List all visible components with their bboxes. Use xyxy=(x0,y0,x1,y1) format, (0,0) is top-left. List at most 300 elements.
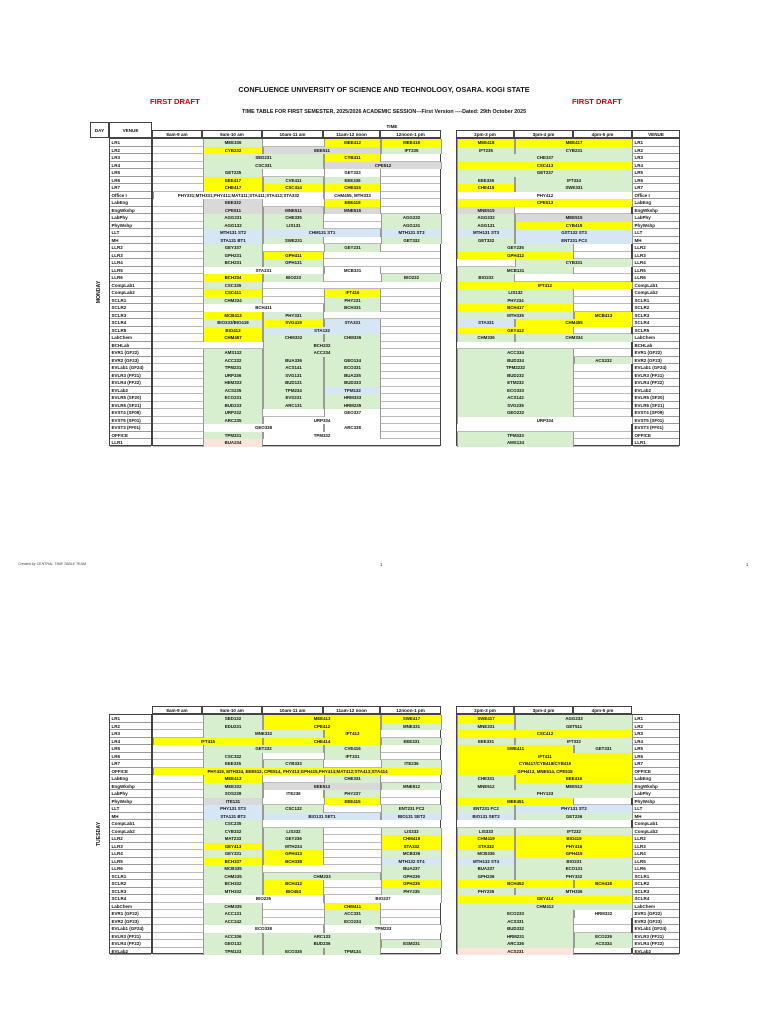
course-cell[interactable]: CHM412 xyxy=(457,903,633,911)
course-cell[interactable]: CSC335 xyxy=(203,282,263,290)
course-cell[interactable]: GET236 xyxy=(515,813,633,821)
course-cell[interactable]: CPE513 xyxy=(457,199,633,207)
course-cell[interactable]: CSC235 xyxy=(203,820,263,828)
venue-cell: LabChem xyxy=(633,903,679,911)
course-cell[interactable]: PHY416 xyxy=(515,843,633,851)
course-cell[interactable]: ECO233 xyxy=(457,910,574,918)
course-cell[interactable]: CSC411 xyxy=(203,289,263,297)
course-cell[interactable]: LIS333 xyxy=(381,828,442,836)
course-cell[interactable]: CVE416 xyxy=(324,745,381,753)
venue-cell: LLT xyxy=(110,805,151,813)
course-cell[interactable]: CSC412 xyxy=(457,730,633,738)
course-cell[interactable]: CYB417/CYB418/CYB419 xyxy=(457,760,633,768)
course-cell[interactable]: BCH411 xyxy=(203,304,324,312)
course-cell[interactable]: TPM333 xyxy=(457,432,574,440)
course-cell[interactable]: SVG131 xyxy=(263,372,324,380)
course-cell[interactable]: MTH332 xyxy=(203,888,263,896)
course-cell[interactable]: EEE418 xyxy=(324,199,381,207)
course-cell[interactable]: MEE512 xyxy=(515,783,633,791)
course-cell[interactable]: MTH131 ST3 xyxy=(381,229,442,237)
course-cell[interactable]: GPH413, MNE514, CPE515 xyxy=(457,768,633,776)
course-cell[interactable]: MCB131 xyxy=(457,267,574,275)
course-cell[interactable]: IFT416 xyxy=(324,289,381,297)
course-cell[interactable]: BCH452 xyxy=(457,880,574,888)
course-cell[interactable]: BCH231 xyxy=(203,259,263,267)
course-cell[interactable]: CHE331 xyxy=(324,775,381,783)
course-cell[interactable]: CPE512 xyxy=(324,162,442,170)
course-cell[interactable]: IFT415 xyxy=(153,738,263,746)
course-cell[interactable]: ITE131 xyxy=(203,798,263,806)
course-cell[interactable]: BIO232 xyxy=(457,274,515,282)
venue-cell: SCLR5 xyxy=(110,327,151,335)
course-cell[interactable]: PHY235 xyxy=(457,888,515,896)
course-cell[interactable]: MNE332 xyxy=(203,730,324,738)
course-cell[interactable]: BUD233 xyxy=(203,402,263,410)
course-cell[interactable]: ARC131 xyxy=(263,402,324,410)
course-cell[interactable]: GEY236 xyxy=(263,835,324,843)
course-cell[interactable]: BUA234 xyxy=(203,439,263,447)
course-cell[interactable]: BCH331 xyxy=(324,304,381,312)
course-cell[interactable]: ACS142 xyxy=(457,394,574,402)
course-cell[interactable]: STA131 BT2 xyxy=(203,813,263,821)
course-cell[interactable]: MEE515 xyxy=(515,214,633,222)
course-cell[interactable]: MEE413 xyxy=(203,775,263,783)
course-cell[interactable]: CHM411 xyxy=(324,903,381,911)
venue-cell: LLR6 xyxy=(110,274,151,282)
course-cell[interactable]: MNE512 xyxy=(381,783,442,791)
course-cell[interactable]: STA332 xyxy=(457,843,515,851)
course-cell[interactable]: BIO235 xyxy=(203,895,324,903)
course-cell[interactable]: BUD131 xyxy=(263,379,324,387)
venue-cell: LLR6 xyxy=(633,865,679,873)
course-cell[interactable]: BUD332 xyxy=(457,925,574,933)
course-cell[interactable]: SED132 xyxy=(203,715,263,723)
venue-cell: EVLab2 xyxy=(633,948,679,956)
course-cell[interactable]: GEO337 xyxy=(324,409,381,417)
course-cell[interactable]: EDU231 xyxy=(203,723,263,731)
course-cell[interactable]: MCB336 xyxy=(381,850,442,858)
course-cell[interactable]: CYB231 xyxy=(515,147,633,155)
course-cell[interactable]: ENT231 FC3 xyxy=(515,237,633,245)
course-cell[interactable]: MEE336 xyxy=(203,139,263,147)
course-cell[interactable]: PHY237 xyxy=(324,790,381,798)
course-cell[interactable]: STA331 xyxy=(457,319,515,327)
course-cell[interactable]: STA331 xyxy=(324,319,381,327)
course-cell[interactable]: ENT231 FC2 xyxy=(381,805,442,813)
course-cell[interactable]: GPH231 xyxy=(203,252,263,260)
course-cell[interactable]: TPM332 xyxy=(263,432,381,440)
course-cell[interactable]: HRM231 xyxy=(457,933,574,941)
course-cell[interactable]: GEY414 xyxy=(457,895,633,903)
course-cell[interactable]: ECO331 xyxy=(324,364,381,372)
course-cell[interactable]: ACC242 xyxy=(203,918,263,926)
course-cell[interactable]: ARC235 xyxy=(203,417,263,425)
course-cell[interactable]: TPM231 xyxy=(203,364,263,372)
course-cell[interactable]: GET332 xyxy=(457,237,515,245)
course-cell[interactable]: STA132 xyxy=(263,327,381,335)
course-cell[interactable]: STA131 BT1 xyxy=(203,237,263,245)
course-cell[interactable]: CHM455 xyxy=(515,319,633,327)
course-cell[interactable]: IFT331 xyxy=(324,753,381,761)
course-cell[interactable]: PHY231 xyxy=(324,297,381,305)
course-cell[interactable]: HEM333 xyxy=(203,379,263,387)
course-cell[interactable]: GEO132 xyxy=(203,940,263,948)
course-cell[interactable]: MNE515 xyxy=(457,207,515,215)
course-cell[interactable]: BUD236 xyxy=(263,940,381,948)
course-cell[interactable]: GET333 xyxy=(324,169,381,177)
course-cell[interactable]: TPM132 xyxy=(324,387,381,395)
course-cell[interactable]: MEE412 xyxy=(324,139,381,147)
venue-cell: EVR2 (GF23) xyxy=(633,918,679,926)
course-cell[interactable]: GEO134 xyxy=(324,357,381,365)
course-cell[interactable]: SVG235 xyxy=(457,402,574,410)
venue-cell: EVLR4 (FF22) xyxy=(110,379,151,387)
course-cell[interactable]: EEE513 xyxy=(263,783,381,791)
course-cell[interactable]: TPM331 xyxy=(203,432,263,440)
course-cell[interactable]: MTH132 ST4 xyxy=(381,858,442,866)
course-cell[interactable]: SWE417 xyxy=(381,715,442,723)
course-cell[interactable]: TPM2232 xyxy=(457,364,574,372)
course-cell[interactable]: LIS131 xyxy=(263,222,324,230)
course-cell[interactable]: PHY412 xyxy=(457,192,633,200)
course-cell[interactable]: MEE413 xyxy=(263,715,381,723)
course-cell[interactable]: GET235 xyxy=(203,169,263,177)
course-cell[interactable]: BIO232 xyxy=(381,274,442,282)
course-cell[interactable]: EEE332 xyxy=(203,199,263,207)
course-cell[interactable]: MTH336 xyxy=(515,888,633,896)
course-cell[interactable]: MCB331 xyxy=(324,267,381,275)
course-cell[interactable]: CHM335 xyxy=(203,903,263,911)
course-cell[interactable]: BIO415 xyxy=(515,835,633,843)
course-cell[interactable]: GEY412 xyxy=(457,327,574,335)
course-cell[interactable]: PHY133 xyxy=(457,790,633,798)
course-cell[interactable]: IFT334 xyxy=(515,177,633,185)
course-cell[interactable]: ECO335 xyxy=(263,948,324,956)
course-cell[interactable]: CHE417 xyxy=(203,184,263,192)
course-cell[interactable]: PHY331;MTH331;PHY411;MAT411;STA411;STA412;STA332 xyxy=(153,192,324,200)
venue-cell: OFFICE xyxy=(110,768,151,776)
course-cell[interactable]: CPE412 xyxy=(263,723,381,731)
morning-grid xyxy=(152,714,441,954)
course-cell[interactable]: SWE411 xyxy=(457,745,574,753)
course-cell[interactable]: ARC336 xyxy=(457,940,574,948)
course-cell[interactable]: CHM419 xyxy=(457,835,515,843)
course-cell[interactable]: ECO234 xyxy=(324,918,381,926)
course-cell[interactable]: GPH413 xyxy=(263,850,324,858)
course-cell[interactable]: AGG232 xyxy=(457,214,515,222)
course-cell[interactable]: AGG131 xyxy=(381,222,442,230)
course-cell[interactable]: MTH234 xyxy=(263,843,324,851)
course-cell[interactable]: MNE515 xyxy=(324,207,381,215)
course-cell[interactable]: IFT232 xyxy=(515,828,633,836)
time-slot-header: 10am-11 am xyxy=(262,706,323,714)
venue-column-right xyxy=(632,138,680,446)
course-cell[interactable]: GET232 xyxy=(203,745,324,753)
course-cell[interactable]: GPH235 xyxy=(381,880,442,888)
course-cell[interactable]: AMS134 xyxy=(457,439,574,447)
course-cell[interactable]: ENT231 FC2 xyxy=(457,805,515,813)
course-cell[interactable]: CHE331 xyxy=(457,775,515,783)
course-cell[interactable]: GET331 xyxy=(574,745,633,753)
course-cell[interactable]: EVS231 xyxy=(263,394,324,402)
course-cell[interactable]: GPH236 xyxy=(381,873,442,881)
course-cell[interactable]: SVG419 xyxy=(263,319,324,327)
course-cell[interactable]: CHE335 xyxy=(263,214,324,222)
course-cell[interactable]: CHM455, MTH333 xyxy=(324,192,381,200)
course-cell[interactable]: CHM234 xyxy=(203,297,263,305)
grid-row xyxy=(153,282,440,290)
course-cell[interactable]: CSC132 xyxy=(263,805,324,813)
course-cell[interactable]: GET332 xyxy=(381,237,442,245)
course-cell[interactable]: ARC338 xyxy=(324,424,381,432)
course-cell[interactable]: CSC332 xyxy=(203,753,263,761)
course-cell[interactable]: CSC414 xyxy=(263,184,324,192)
course-cell[interactable]: BIO333/BIO418 xyxy=(203,319,263,327)
course-cell[interactable]: EEE331 xyxy=(457,738,515,746)
course-cell[interactable]: BCH418 xyxy=(574,880,633,888)
course-cell[interactable]: PHY131 ST3 xyxy=(203,805,263,813)
course-cell[interactable]: AMS132 xyxy=(203,349,263,357)
course-cell[interactable]: CYB333 xyxy=(263,760,324,768)
venue-cell: SCLR2 xyxy=(633,880,679,888)
course-cell[interactable]: ACS232 xyxy=(574,357,633,365)
course-cell[interactable]: TPM134 xyxy=(324,948,381,956)
course-cell[interactable]: BUA235 xyxy=(324,372,381,380)
course-cell[interactable]: CHE337 xyxy=(457,154,633,162)
course-cell[interactable]: ETM232 xyxy=(457,379,574,387)
course-cell[interactable]: BCH332 xyxy=(203,880,263,888)
course-cell[interactable]: LIS333 xyxy=(457,828,515,836)
course-cell[interactable]: AGG232 xyxy=(381,214,442,222)
course-cell[interactable]: CYB415 xyxy=(515,222,633,230)
course-cell[interactable]: GEY231 xyxy=(324,244,381,252)
course-cell[interactable]: BUA237 xyxy=(381,865,442,873)
course-cell[interactable]: CHE415 xyxy=(324,184,381,192)
course-cell[interactable]: MEE418 xyxy=(457,139,515,147)
course-cell[interactable]: ACC131 xyxy=(203,910,263,918)
course-cell[interactable]: PHY235 xyxy=(381,888,442,896)
course-cell[interactable]: BIO231 xyxy=(515,858,633,866)
course-cell[interactable]: ACC331 xyxy=(324,910,381,918)
course-cell[interactable]: IFT412 xyxy=(457,282,633,290)
course-cell[interactable]: ACS331 xyxy=(457,918,574,926)
course-cell[interactable]: ACS141 xyxy=(263,364,324,372)
course-cell[interactable]: PHY332 xyxy=(515,873,633,881)
course-cell[interactable]: STA231 xyxy=(203,267,324,275)
course-cell[interactable]: GPH415 xyxy=(515,850,633,858)
course-cell[interactable]: GEO232 xyxy=(457,409,574,417)
course-cell[interactable]: ACS235 xyxy=(203,387,263,395)
course-cell[interactable]: ECO338 xyxy=(203,925,324,933)
course-cell[interactable]: ACS334 xyxy=(574,940,633,948)
course-cell[interactable]: BCH412 xyxy=(263,880,324,888)
course-cell[interactable]: SWE231 xyxy=(263,237,324,245)
course-cell[interactable]: MEE451 xyxy=(457,798,574,806)
course-cell[interactable]: BCH232 xyxy=(263,342,381,350)
course-cell[interactable]: CHM419 xyxy=(381,835,442,843)
course-cell[interactable]: CVE411 xyxy=(263,177,324,185)
course-cell[interactable]: TPM233 xyxy=(324,925,442,933)
course-cell[interactable]: URP232 xyxy=(203,409,263,417)
course-cell[interactable]: MTH335 xyxy=(457,312,574,320)
course-cell[interactable]: BUD333 xyxy=(324,379,381,387)
course-cell[interactable]: MEE332 xyxy=(203,783,263,791)
venue-cell: SCLR5 xyxy=(633,327,679,335)
course-cell[interactable]: CYB232 xyxy=(203,147,263,155)
course-cell[interactable]: GEY337 xyxy=(203,244,263,252)
venue-cell: LR1 xyxy=(110,139,151,147)
course-cell[interactable]: GEY331 xyxy=(203,850,263,858)
course-cell[interactable]: MEE418 xyxy=(381,139,442,147)
course-cell[interactable]: CHM336 xyxy=(324,334,381,342)
course-cell[interactable]: AGG233 xyxy=(515,715,633,723)
course-cell[interactable]: MCB413 xyxy=(574,312,633,320)
course-cell[interactable]: CHM336 xyxy=(457,334,515,342)
course-cell[interactable]: ITE236 xyxy=(263,790,324,798)
course-cell[interactable]: AGG131 xyxy=(457,222,515,230)
course-cell[interactable]: URP334 xyxy=(263,417,381,425)
course-cell[interactable]: CHM233 xyxy=(263,873,381,881)
course-cell[interactable]: PHY131 ST2 xyxy=(515,805,633,813)
course-cell[interactable]: BCH337 xyxy=(203,858,263,866)
course-cell[interactable]: MNE512 xyxy=(457,783,515,791)
course-cell[interactable]: GPH236 xyxy=(457,873,515,881)
course-cell[interactable]: BCH417 xyxy=(457,304,574,312)
course-cell[interactable]: BIO453 xyxy=(263,888,324,896)
course-cell[interactable]: EEE336 xyxy=(324,177,381,185)
course-cell[interactable]: BIO413 xyxy=(203,327,263,335)
course-cell[interactable]: ESM231 xyxy=(381,940,442,948)
course-cell[interactable]: GPH131 xyxy=(263,259,324,267)
course-cell[interactable]: EEE511 xyxy=(263,147,381,155)
course-cell[interactable]: EEE416 xyxy=(515,775,633,783)
course-cell[interactable]: IFT235 xyxy=(457,147,515,155)
course-cell[interactable]: ECO131 xyxy=(515,865,633,873)
venue-cell: LR5 xyxy=(633,745,679,753)
course-cell[interactable]: BIO131 SET2 xyxy=(381,813,442,821)
course-cell[interactable]: CHM334 xyxy=(515,334,633,342)
course-cell[interactable]: CSC413 xyxy=(457,162,633,170)
course-cell[interactable]: MEE417 xyxy=(515,139,633,147)
venue-cell: EVST4 (SF09) xyxy=(633,409,679,417)
course-cell[interactable]: IFT235 xyxy=(381,147,442,155)
course-cell[interactable]: HRM235 xyxy=(324,402,381,410)
course-cell[interactable]: CYB331 xyxy=(515,259,633,267)
venue-cell: SCLR4 xyxy=(633,895,679,903)
course-cell[interactable]: BUD334 xyxy=(457,357,574,365)
course-cell[interactable]: TPM133 xyxy=(203,948,263,956)
course-cell[interactable]: IFT413 xyxy=(324,730,381,738)
course-cell[interactable]: CPE511 xyxy=(203,207,263,215)
course-cell[interactable]: BIO131 SET1 xyxy=(263,813,381,821)
course-cell[interactable]: PHY234 xyxy=(457,297,574,305)
course-cell[interactable]: BIO233 xyxy=(263,274,324,282)
course-cell[interactable]: CHM332 xyxy=(263,334,324,342)
course-cell[interactable]: AGG132 xyxy=(203,222,263,230)
course-cell[interactable]: SED231 xyxy=(203,154,324,162)
course-cell[interactable]: MCB335 xyxy=(203,865,263,873)
course-cell[interactable]: ECO239 xyxy=(574,933,633,941)
course-cell[interactable]: MNE331 xyxy=(457,723,515,731)
course-cell[interactable]: ACC234 xyxy=(263,349,381,357)
course-cell[interactable]: LIS332 xyxy=(263,828,324,836)
course-cell[interactable]: MTH132 ST4 xyxy=(457,858,515,866)
course-cell[interactable]: ACC336 xyxy=(203,933,263,941)
course-cell[interactable]: EEE331 xyxy=(381,738,442,746)
course-cell[interactable]: CSC331 xyxy=(203,162,324,170)
course-cell[interactable]: ACC334 xyxy=(457,349,574,357)
course-cell[interactable]: GEO338 xyxy=(203,424,324,432)
course-cell[interactable]: BCH338 xyxy=(263,858,324,866)
course-cell[interactable]: IFT332 xyxy=(515,738,633,746)
course-cell[interactable]: MTH131 ST2 xyxy=(203,229,263,237)
course-cell[interactable]: URP334 xyxy=(457,417,633,425)
course-cell[interactable]: HRM332 xyxy=(574,910,633,918)
course-cell[interactable]: BIO237 xyxy=(324,895,442,903)
course-cell[interactable]: AGG231 xyxy=(203,214,263,222)
course-cell[interactable]: BIO131 SET2 xyxy=(457,813,515,821)
course-cell[interactable]: CYB332 xyxy=(203,828,263,836)
course-cell[interactable]: CHM457 xyxy=(203,334,263,342)
course-cell[interactable]: SOS239 xyxy=(203,790,263,798)
course-cell[interactable]: BUA237 xyxy=(457,865,515,873)
course-cell[interactable]: EEE335 xyxy=(203,760,263,768)
course-cell[interactable]: MNE331 xyxy=(381,723,442,731)
course-cell[interactable]: CYB411 xyxy=(324,154,381,162)
course-cell[interactable]: GPH412 xyxy=(457,252,574,260)
course-cell[interactable]: SWE417 xyxy=(457,715,515,723)
course-cell[interactable]: GET511 xyxy=(515,723,633,731)
course-cell[interactable]: ACC232 xyxy=(203,357,263,365)
course-cell[interactable]: MNE511 xyxy=(263,207,324,215)
course-cell[interactable]: URP336 xyxy=(203,372,263,380)
course-cell[interactable]: MCB413 xyxy=(203,312,263,320)
course-cell[interactable]: MTH131 ST3 xyxy=(457,229,515,237)
course-cell[interactable]: GEY235 xyxy=(457,244,574,252)
course-cell[interactable]: MAT233 xyxy=(203,835,263,843)
course-cell[interactable]: CHM131 ST1 xyxy=(263,229,381,237)
course-cell[interactable]: EEE336 xyxy=(457,177,515,185)
course-cell[interactable]: IFT411 xyxy=(457,753,633,761)
course-cell[interactable]: GST132 ST3 xyxy=(515,229,633,237)
course-cell[interactable]: PHY415, MTH334, EEE512, CPE514, PHY413;GPH415,PHY414;MAT412;STA413;STA414 xyxy=(153,768,442,776)
venue-cell: SCLR1 xyxy=(110,873,151,881)
course-cell[interactable]: BUA336 xyxy=(263,357,324,365)
course-cell[interactable]: EEE415 xyxy=(324,798,381,806)
course-cell[interactable]: ECO333 xyxy=(457,387,574,395)
course-cell[interactable]: LIS132 xyxy=(457,289,574,297)
course-cell[interactable]: BUD232 xyxy=(457,372,574,380)
course-cell[interactable]: MCB336 xyxy=(457,850,515,858)
course-cell[interactable]: ECO231 xyxy=(203,394,263,402)
course-cell[interactable]: ITE236 xyxy=(381,760,442,768)
course-cell[interactable]: ARC133 xyxy=(263,933,381,941)
course-cell[interactable]: PHY331 xyxy=(263,312,324,320)
course-cell[interactable]: CHE415 xyxy=(457,184,515,192)
course-cell[interactable]: HRM333 xyxy=(324,394,381,402)
course-cell[interactable]: GEY413 xyxy=(203,843,263,851)
course-cell[interactable]: SWE331 xyxy=(515,184,633,192)
course-cell[interactable]: STA332 xyxy=(381,843,442,851)
course-cell[interactable]: CHM235 xyxy=(203,873,263,881)
course-cell[interactable]: BCH334 xyxy=(203,274,263,282)
course-cell[interactable]: GET237 xyxy=(457,169,633,177)
course-cell[interactable]: TPM234 xyxy=(263,387,324,395)
course-cell[interactable]: GPH411 xyxy=(263,252,324,260)
course-cell[interactable]: ACS231 xyxy=(457,948,574,956)
course-cell[interactable]: EEE417 xyxy=(203,177,263,185)
course-cell[interactable]: CHE414 xyxy=(263,738,381,746)
